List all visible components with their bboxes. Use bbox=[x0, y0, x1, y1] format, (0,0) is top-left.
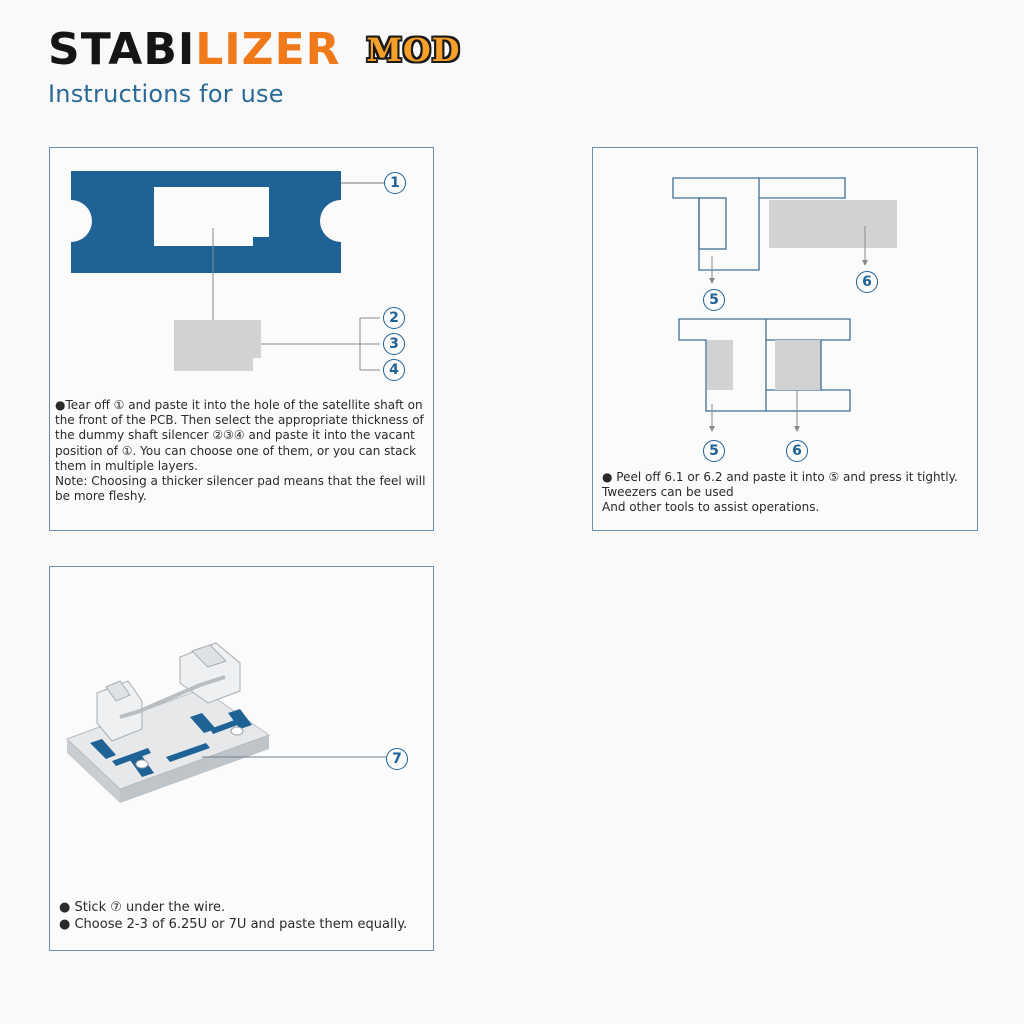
callout-5-bottom: 5 bbox=[703, 440, 725, 462]
arrow-5-top-head bbox=[709, 278, 715, 284]
panel-3-illustration bbox=[50, 567, 435, 952]
callout-7: 7 bbox=[386, 748, 408, 770]
pcb-hole-right bbox=[231, 727, 243, 735]
stabilizer-outline-bottom bbox=[679, 319, 850, 411]
callout-4: 4 bbox=[383, 359, 405, 381]
callout-6-top: 6 bbox=[856, 271, 878, 293]
title-part-2: LIZER bbox=[195, 24, 341, 75]
arrow-6-bottom-head bbox=[794, 426, 800, 432]
mod-badge: MOD bbox=[366, 31, 461, 69]
callout-3: 3 bbox=[383, 333, 405, 355]
instruction-panel-1 bbox=[49, 147, 434, 531]
header bbox=[48, 24, 461, 108]
panel-2-instructions bbox=[602, 470, 958, 516]
instruction-line: ●Tear off ① and paste it into the hole of the satellite shaft on bbox=[55, 398, 423, 412]
pad-bottom-left bbox=[707, 340, 733, 390]
instruction-line: the front of the PCB. Then select the appropriate thickness of bbox=[55, 413, 424, 428]
callout-2: 2 bbox=[383, 307, 405, 329]
panel-3-instructions bbox=[59, 899, 407, 933]
pad-bottom-right bbox=[775, 340, 821, 390]
slot-outline-top bbox=[699, 198, 726, 249]
instruction-panel-2 bbox=[592, 147, 978, 531]
instruction-line: the dummy shaft silencer ②③④ and paste it into the vacant bbox=[55, 428, 415, 443]
instruction-line: Note: Choosing a thicker silencer pad means that the feel will bbox=[55, 474, 426, 489]
callout-1: 1 bbox=[384, 172, 406, 194]
instruction-line: ● Peel off 6.1 or 6.2 and paste it into ⑤ and press it tightly. bbox=[602, 470, 958, 484]
instruction-line: position of ①. You can choose one of them, or you can stack bbox=[55, 443, 417, 458]
page-subtitle: Instructions for use bbox=[48, 80, 284, 108]
silencer-frame-shape bbox=[71, 171, 341, 273]
arrow-5-bottom-head bbox=[709, 426, 715, 432]
instruction-line: Tweezers can be used bbox=[602, 485, 734, 500]
brand-title bbox=[48, 24, 461, 76]
callout-6-bottom: 6 bbox=[786, 440, 808, 462]
arrow-6-top-head bbox=[862, 260, 868, 266]
instruction-panel-3 bbox=[49, 566, 434, 951]
silencer-pad-shape bbox=[174, 320, 261, 371]
bracket-lines bbox=[360, 318, 380, 370]
panel-1-instructions bbox=[55, 398, 425, 504]
instruction-line: ● Stick ⑦ under the wire. bbox=[59, 900, 226, 915]
pcb-hole-left bbox=[136, 760, 148, 768]
pad-top-right bbox=[769, 200, 897, 248]
callout-5-top: 5 bbox=[703, 289, 725, 311]
instruction-line: And other tools to assist operations. bbox=[602, 500, 820, 515]
instruction-line: ● Choose 2-3 of 6.25U or 7U and paste them equally. bbox=[59, 917, 408, 932]
instruction-line: be more fleshy. bbox=[55, 489, 147, 504]
instruction-line: them in multiple layers. bbox=[55, 458, 198, 473]
title-part-1: STABI bbox=[48, 24, 196, 75]
